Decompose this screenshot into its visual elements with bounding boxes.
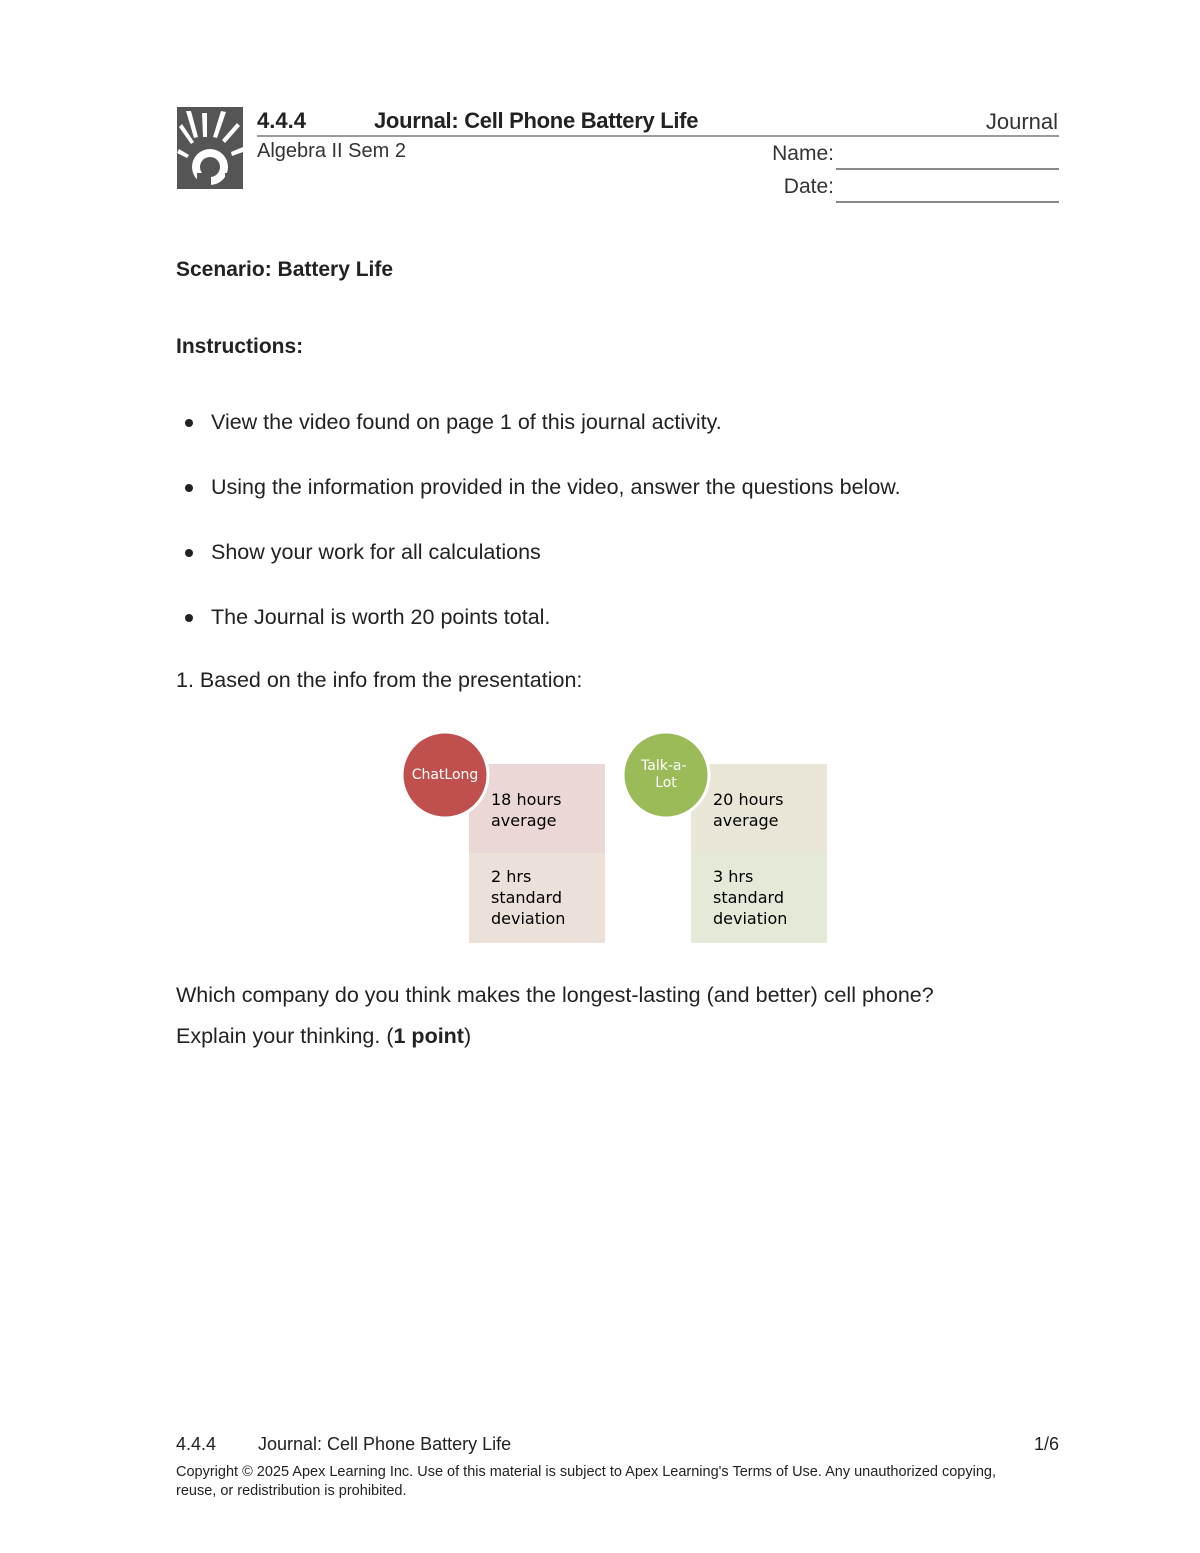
question-prompt: Which company do you think makes the longest-lasting (and better) cell phone?: [176, 983, 934, 1007]
question-1-intro: 1. Based on the info from the presentation:: [176, 668, 583, 692]
instructions-heading: Instructions:: [176, 335, 304, 358]
apex-logo-icon: [177, 107, 243, 189]
copyright-notice: Copyright © 2025 Apex Learning Inc. Use of this material is subject to Apex Learning's Terms of Use. Any unauthorized copying, reuse, or redistribution is prohibited.: [176, 1464, 997, 1499]
scenario-heading: Scenario: Battery Life: [176, 258, 394, 281]
course-name: Algebra II Sem 2: [257, 140, 406, 162]
header-rule: [257, 135, 1059, 137]
list-item: The Journal is worth 20 points total.: [176, 603, 901, 668]
name-label: Name:: [772, 142, 834, 165]
lesson-number: 4.4.4: [257, 108, 306, 133]
question-points: 1 point: [393, 1024, 464, 1048]
lesson-title: Journal: Cell Phone Battery Life: [374, 108, 699, 133]
page-number: 1/6: [1033, 1434, 1059, 1454]
footer-lesson-number: 4.4.4: [176, 1434, 217, 1454]
list-item: Using the information provided in the video, answer the questions below.: [176, 473, 901, 538]
question-explain: Explain your thinking. (1 point): [176, 1024, 472, 1048]
talkalot-sd: 3 hrs standard deviation: [713, 867, 788, 928]
chatlong-sd: 2 hrs standard deviation: [491, 867, 566, 928]
question-text: [176, 975, 934, 1057]
list-item: View the video found on page 1 of this journal activity.: [176, 408, 901, 473]
instructions-list: [176, 408, 901, 668]
list-item: Show your work for all calculations: [176, 538, 901, 603]
chatlong-name: ChatLong: [411, 767, 479, 783]
document-type: Journal: [985, 109, 1058, 134]
talkalot-name: Talk-a- Lot: [641, 758, 687, 791]
date-field-line[interactable]: [836, 201, 1059, 203]
talkalot-average: 20 hours average: [713, 790, 784, 830]
name-field-line[interactable]: [836, 168, 1059, 170]
footer-lesson-title: Journal: Cell Phone Battery Life: [258, 1434, 512, 1454]
company-comparison-graphic: [395, 725, 835, 950]
date-label: Date:: [783, 175, 834, 198]
chatlong-average: 18 hours average: [491, 790, 562, 830]
